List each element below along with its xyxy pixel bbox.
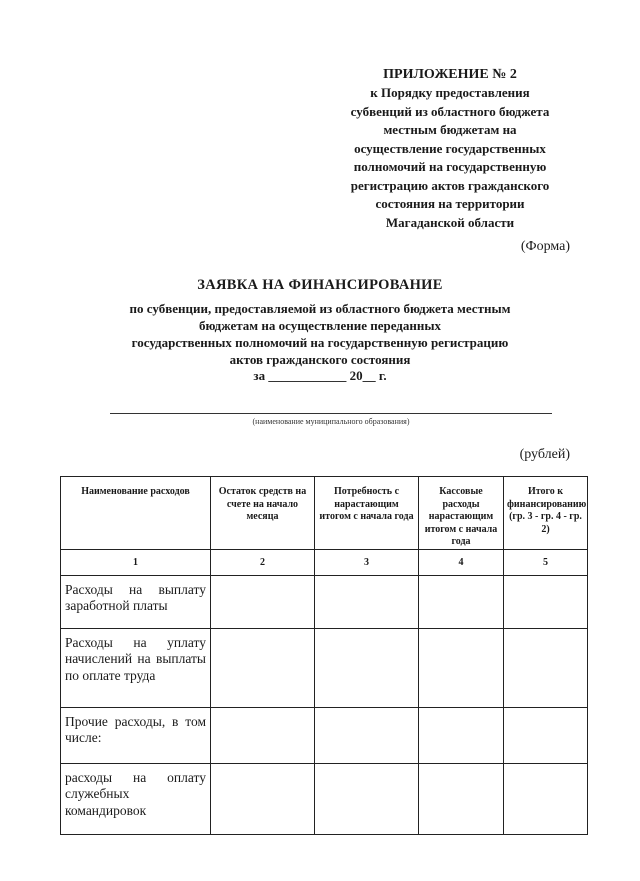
table-cell[interactable] [419, 575, 504, 628]
table-cell[interactable] [504, 628, 588, 707]
column-header: Наименование расходов [61, 477, 211, 550]
column-number: 3 [315, 549, 419, 575]
column-header: Остаток средств на счете на начало месяца [211, 477, 315, 550]
currency-label: (рублей) [519, 447, 570, 462]
subtitle-line: государственных полномочий на государственную регистрацию [131, 335, 509, 350]
appendix-text [335, 84, 565, 232]
table-cell[interactable] [419, 763, 504, 834]
column-number: 5 [504, 549, 588, 575]
appendix-title: ПРИЛОЖЕНИЕ № 2 [383, 67, 517, 82]
appendix-line: субвенций из областного бюджета [350, 103, 550, 119]
table-row [61, 763, 588, 834]
table-cell[interactable] [315, 575, 419, 628]
appendix-line: к Порядку предоставления [370, 85, 530, 100]
table-cell[interactable] [211, 763, 315, 834]
appendix-line: местным бюджетам на [383, 122, 517, 137]
column-header: Потребность с нарастающим итогом с начала года [315, 477, 419, 550]
table-row [61, 575, 588, 628]
row-label: Прочие расходы, в том числе: [61, 707, 211, 763]
appendix-line: регистрацию актов гражданского [350, 177, 550, 193]
table-row [61, 707, 588, 763]
subtitle-line: по субвенции, предоставляемой из областного бюджета местным [129, 301, 511, 316]
period-line: за ____________ 20__ г. [253, 368, 387, 383]
column-number-row [61, 549, 588, 575]
table-cell[interactable] [504, 707, 588, 763]
appendix-line: осуществление государственных [354, 140, 546, 156]
table-cell[interactable] [211, 707, 315, 763]
table-cell[interactable] [504, 575, 588, 628]
appendix-line: Магаданской области [385, 214, 515, 230]
column-header: Кассовые расходы нарастающим итогом с начала года [419, 477, 504, 550]
table-cell[interactable] [211, 575, 315, 628]
form-label: (Форма) [520, 239, 570, 254]
column-number: 1 [61, 549, 211, 575]
table-row [61, 628, 588, 707]
row-label: Расходы на уплату начислений на выплаты по оплате труда [61, 628, 211, 707]
expense-table [60, 476, 588, 835]
table-cell[interactable] [315, 707, 419, 763]
page-title: ЗАЯВКА НА ФИНАНСИРОВАНИЕ [197, 277, 443, 293]
table-cell[interactable] [419, 628, 504, 707]
column-number: 4 [419, 549, 504, 575]
table-header-row [61, 477, 588, 550]
row-label: Расходы на выплату заработной платы [61, 575, 211, 628]
column-header: Итого к финансированию (гр. 3 - гр. 4 - гр. 2) [504, 477, 588, 550]
subtitle [80, 300, 560, 368]
table-cell[interactable] [211, 628, 315, 707]
subtitle-line: актов гражданского состояния [229, 352, 411, 367]
table-cell[interactable] [315, 628, 419, 707]
row-label: расходы на оплату служебных командировок [61, 763, 211, 834]
appendix-line: состояния на территории [375, 196, 525, 211]
table-cell[interactable] [315, 763, 419, 834]
table-cell[interactable] [419, 707, 504, 763]
municipality-blank-line [110, 413, 552, 414]
table-cell[interactable] [504, 763, 588, 834]
column-number: 2 [211, 549, 315, 575]
subtitle-line: бюджетам на осуществление переданных [198, 318, 442, 333]
municipality-caption: (наименование муниципального образования) [252, 417, 410, 426]
appendix-line: полномочий на государственную [353, 159, 547, 174]
